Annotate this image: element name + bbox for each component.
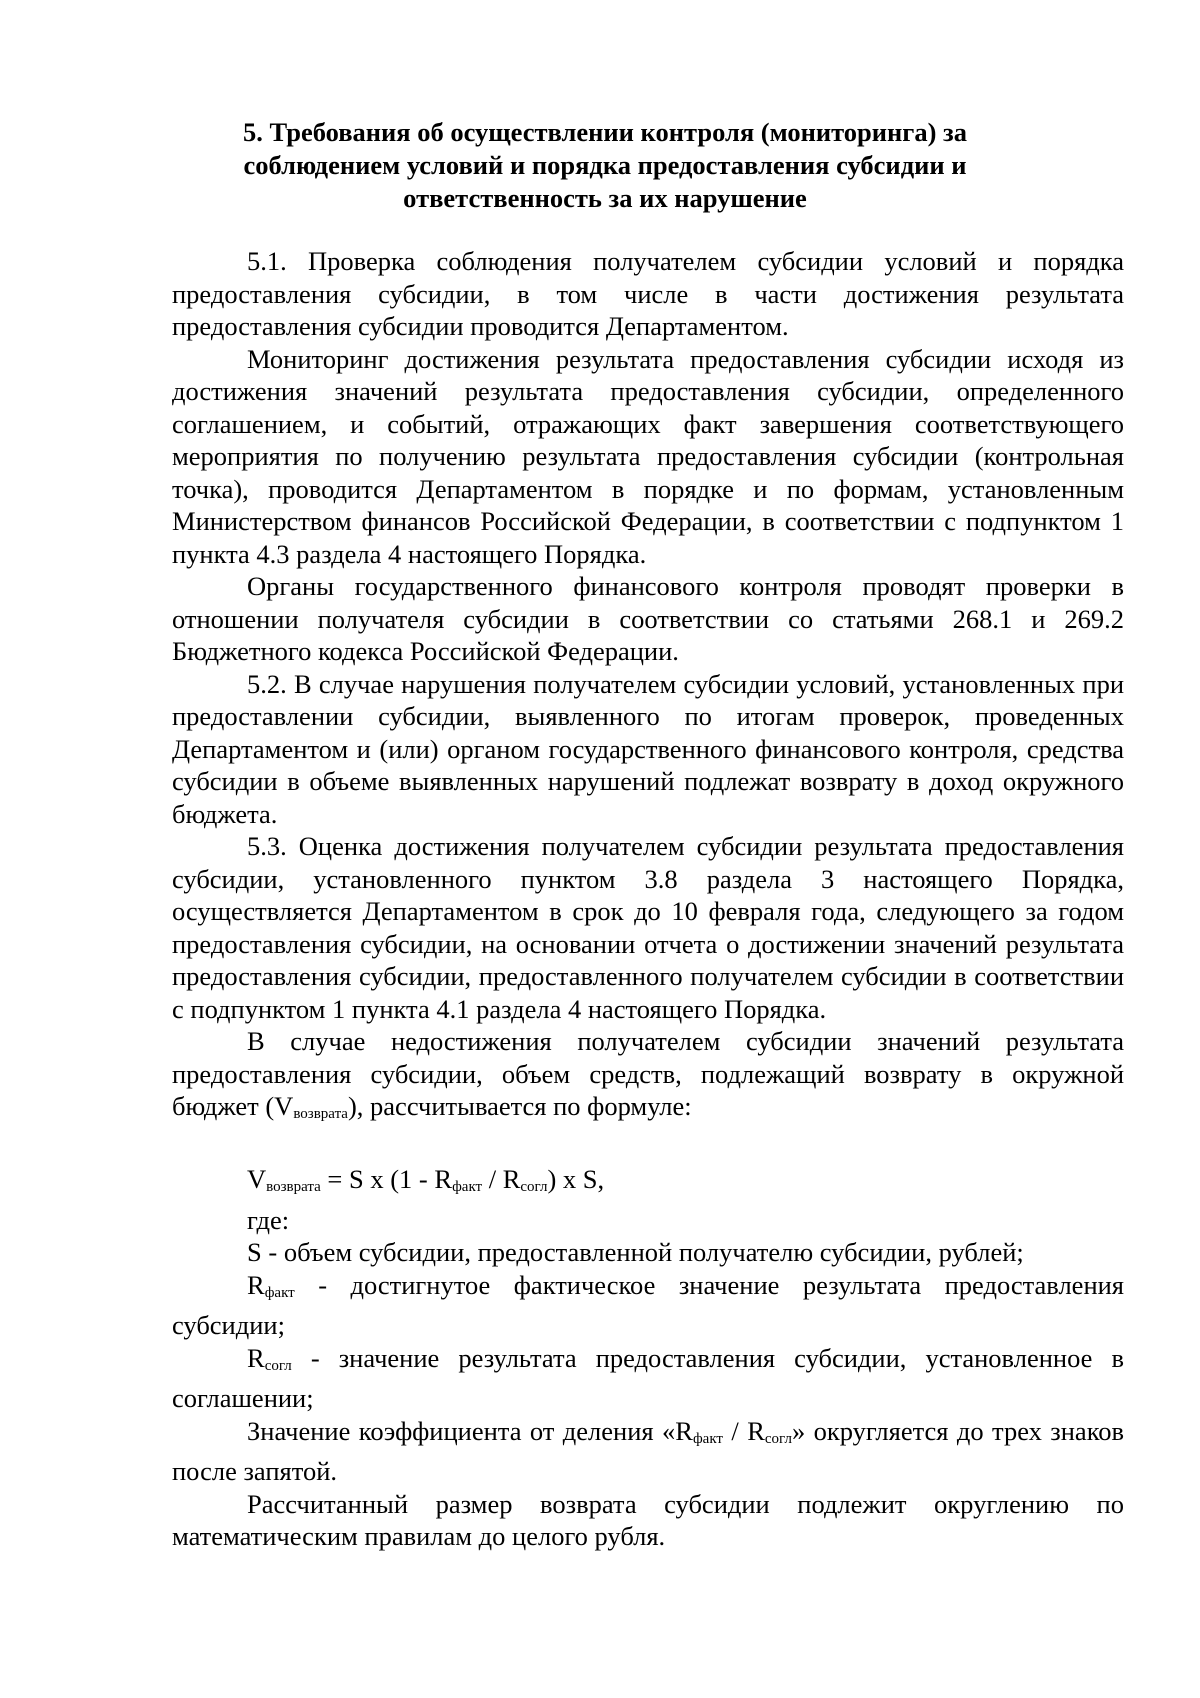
r-sogl-letter: R <box>247 1342 265 1373</box>
formula-r-sogl-subscript: согл <box>520 1179 548 1195</box>
paragraph-control-organs: Органы государственного финансового контроля проводят проверки в отношении получателя субсидии в соответствии со статьями 268.1 и 269.2 Бюджетного кодекса Российской Федерации. <box>172 571 1124 666</box>
paragraph-5-1: 5.1. Проверка соблюдения получателем субсидии условий и порядка предоставления субсидии, в том числе в части достижения результата предоставления субсидии проводится Департаментом. <box>172 246 1124 341</box>
formula-part-3: ) x S, <box>547 1164 605 1194</box>
r-fact-letter: R <box>247 1269 265 1300</box>
definition-r-sogl <box>172 1342 1124 1415</box>
where-label: где: <box>247 1204 290 1235</box>
paragraph-5-2: 5.2. В случае нарушения получателем субсидии условий, установленных при предоставлении субсидии, выявленного по итогам проверок, проведенных Департаментом и (или) органом государственного финансового контроля, средства субсидии в объеме выявленных нарушений подлежат возврату в доход окружного бюджета. <box>172 668 1124 829</box>
rounding-after: » округляется до трех знаков после запятой. <box>172 1415 1124 1486</box>
paragraph-5-3: 5.3. Оценка достижения получателем субсидии результата предоставления субсидии, установленного пунктом 3.8 раздела 3 настоящего Порядка, осуществляется Департаментом в срок до 10 февраля года, следующего за годом предоставления субсидии, на основании отчета о достижении значений результата предоставления субсидии, предоставленного получателем субсидии в соответствии с подпунктом 1 пункта 4.1 раздела 4 настоящего Порядка. <box>172 831 1124 1024</box>
r-fact-subscript: факт <box>264 1284 295 1301</box>
heading-line-2: соблюдением условий и порядка предоставления субсидии и <box>243 150 967 180</box>
rounding-sub-fact: факт <box>692 1430 723 1447</box>
paragraph-shortfall-case <box>172 1025 1124 1131</box>
formula <box>172 1163 1124 1204</box>
formula-v-subscript: возврата <box>266 1179 321 1195</box>
heading-line-1: 5. Требования об осуществлении контроля (мониторинга) за <box>243 117 967 147</box>
heading-line-3: ответственность за их нарушение <box>403 183 807 213</box>
rounding-middle: / R <box>722 1415 765 1446</box>
document-body <box>172 245 1124 1553</box>
formula-r-fact-subscript: факт <box>452 1179 483 1195</box>
shortfall-text-before: В случае недостижения получателем субсидии значений результата предоставления субсидии, объем средств, подлежащий возврату в окружной бюджет (V <box>172 1026 1124 1121</box>
definition-s: S - объем субсидии, предоставленной получателю субсидии, рублей; <box>247 1237 1024 1267</box>
formula-part-2: / R <box>482 1164 521 1194</box>
shortfall-subscript: возврата <box>293 1106 348 1122</box>
formula-part-1: = S x (1 - R <box>320 1164 453 1194</box>
paragraph-monitoring: Мониторинг достижения результата предоставления субсидии исходя из достижения значений результата предоставления субсидии, определенного соглашением, и событий, отражающих факт завершения соответствующего мероприятия по получению результата предоставления субсидии (контрольная точка), проводится Департаментом в порядке и по формам, установленным Министерством финансов Российской Федерации, в соответствии с подпунктом 1 пункта 4.3 раздела 4 настоящего Порядка. <box>172 343 1124 569</box>
definition-r-fact <box>172 1269 1124 1342</box>
section-heading <box>170 116 1040 215</box>
paragraph-final-rounding: Рассчитанный размер возврата субсидии подлежит округлению по математическим правилам до целого рубля. <box>172 1488 1124 1551</box>
rounding-sub-sogl: согл <box>764 1430 792 1447</box>
paragraph-coefficient-rounding <box>172 1415 1124 1488</box>
r-fact-text: - достигнутое фактическое значение результата предоставления субсидии; <box>172 1269 1124 1340</box>
rounding-before: Значение коэффициента от деления «R <box>247 1415 693 1446</box>
shortfall-text-after: ), рассчитывается по формуле: <box>347 1091 692 1121</box>
r-sogl-subscript: согл <box>264 1357 292 1374</box>
r-sogl-text: - значение результата предоставления субсидии, установленное в соглашении; <box>172 1342 1124 1413</box>
formula-v: V <box>247 1164 267 1194</box>
